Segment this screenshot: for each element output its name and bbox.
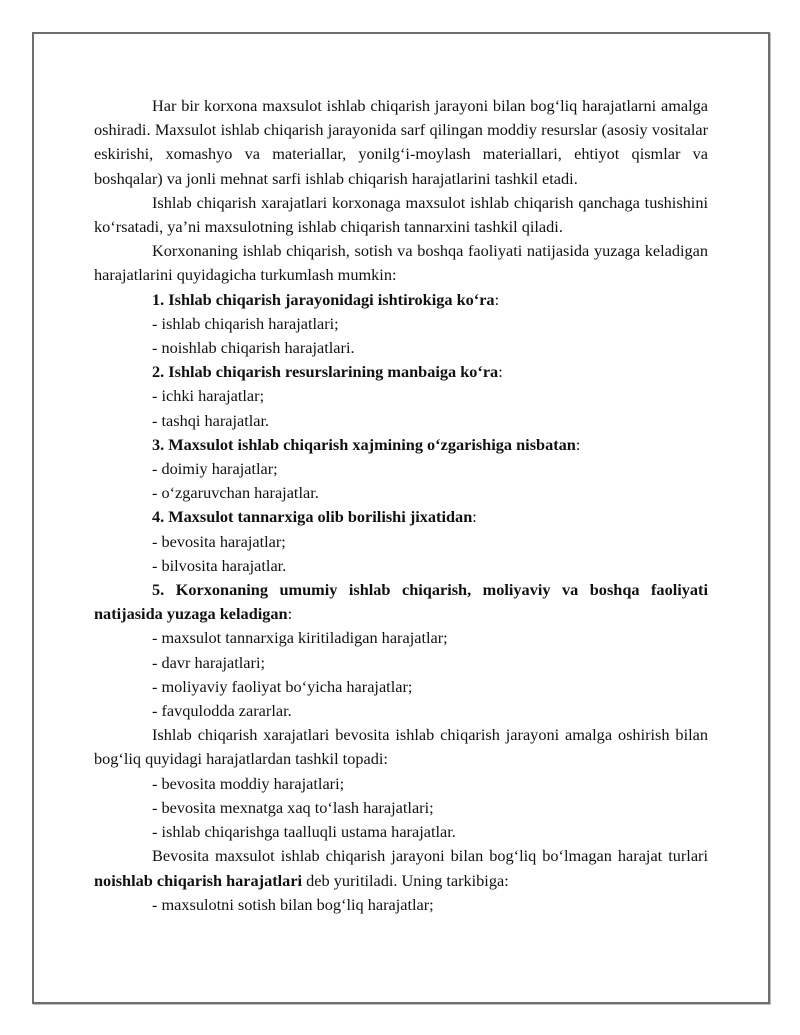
list-item: - moliyaviy faoliyat bo‘yicha harajatlar; — [152, 676, 413, 696]
list-item: - noishlab chiqarish harajatlari. — [152, 338, 355, 358]
list-item: - maxsulot tannarxiga kiritiladigan harajatlar; — [152, 628, 448, 648]
list-item: - maxsulotni sotish bilan bog‘liq harajatlar; — [152, 894, 434, 914]
paragraph-classification: Korxonaning ishlab chiqarish, sotish va boshqa faoliyati natijasida yuzaga keladigan harajatlarini quyidagicha turkumlash mumkin: — [94, 241, 708, 285]
group-3-heading: 3. Maxsulot ishlab chiqarish xajmining o‘zgarishiga nisbatan: — [152, 434, 581, 454]
list-item: - bevosita harajatlar; — [152, 531, 286, 551]
list-item: - bevosita mexnatga xaq to‘lash harajatlari; — [152, 797, 434, 817]
list-item: - ishlab chiqarish harajatlari; — [152, 313, 339, 333]
group-1-heading: 1. Ishlab chiqarish jarayonidagi ishtirokiga ko‘ra: — [152, 289, 500, 309]
list-item: - ichki harajatlar; — [152, 386, 265, 406]
list-item: - tashqi harajatlar. — [152, 410, 270, 430]
list-item: - doimiy harajatlar; — [152, 459, 278, 479]
group-2-heading: 2. Ishlab chiqarish resurslarining manbaiga ko‘ra: — [152, 362, 503, 382]
paragraph-intro: Har bir korxona maxsulot ishlab chiqarish jarayoni bilan bog‘liq harajatlarni amalga oshiradi. Maxsulot ishlab chiqarish jarayonida sarf qilingan moddiy resurslar (asosiy vositalar eskirishi, xomashyo va materiallar, yonilg‘i-moylash materiallari, ehtiyot qismlar va boshqalar) va jonli mehnat sarfi ishlab chiqarish harajatlarini tashkil etadi. — [94, 96, 708, 188]
group-5-heading: 5. Korxonaning umumiy ishlab chiqarish, moliyaviy va boshqa faoliyati natijasida yuzaga keladigan: — [94, 580, 708, 624]
list-item: - davr harajatlari; — [152, 652, 265, 672]
document-body — [94, 94, 708, 917]
document-page — [32, 32, 770, 1004]
group-4-heading: 4. Maxsulot tannarxiga olib borilishi jixatidan: — [152, 507, 477, 527]
list-item: - bilvosita harajatlar. — [152, 555, 287, 575]
paragraph-production-costs: Ishlab chiqarish xarajatlari korxonaga maxsulot ishlab chiqarish qanchaga tushishini ko‘rsatadi, ya’ni maxsulotning ishlab chiqarish tannarxini tashkil qiladi. — [94, 192, 708, 237]
paragraph-non-production-costs: Bevosita maxsulot ishlab chiqarish jarayoni bilan bog‘liq bo‘lmagan harajat turlari noishlab chiqarish harajatlari deb yuritiladi. Uning tarkibiga: — [94, 846, 708, 890]
list-item: - favqulodda zararlar. — [152, 701, 292, 721]
list-item: - bevosita moddiy harajatlari; — [152, 773, 345, 793]
paragraph-direct-costs: Ishlab chiqarish xarajatlari bevosita ishlab chiqarish jarayoni amalga oshirish bilan bog‘liq quyidagi harajatlardan tashkil topadi: — [94, 725, 708, 769]
list-item: - o‘zgaruvchan harajatlar. — [152, 483, 319, 503]
term-non-production-costs: noishlab chiqarish harajatlari — [94, 870, 303, 890]
list-item: - ishlab chiqarishga taalluqli ustama harajatlar. — [152, 822, 456, 842]
